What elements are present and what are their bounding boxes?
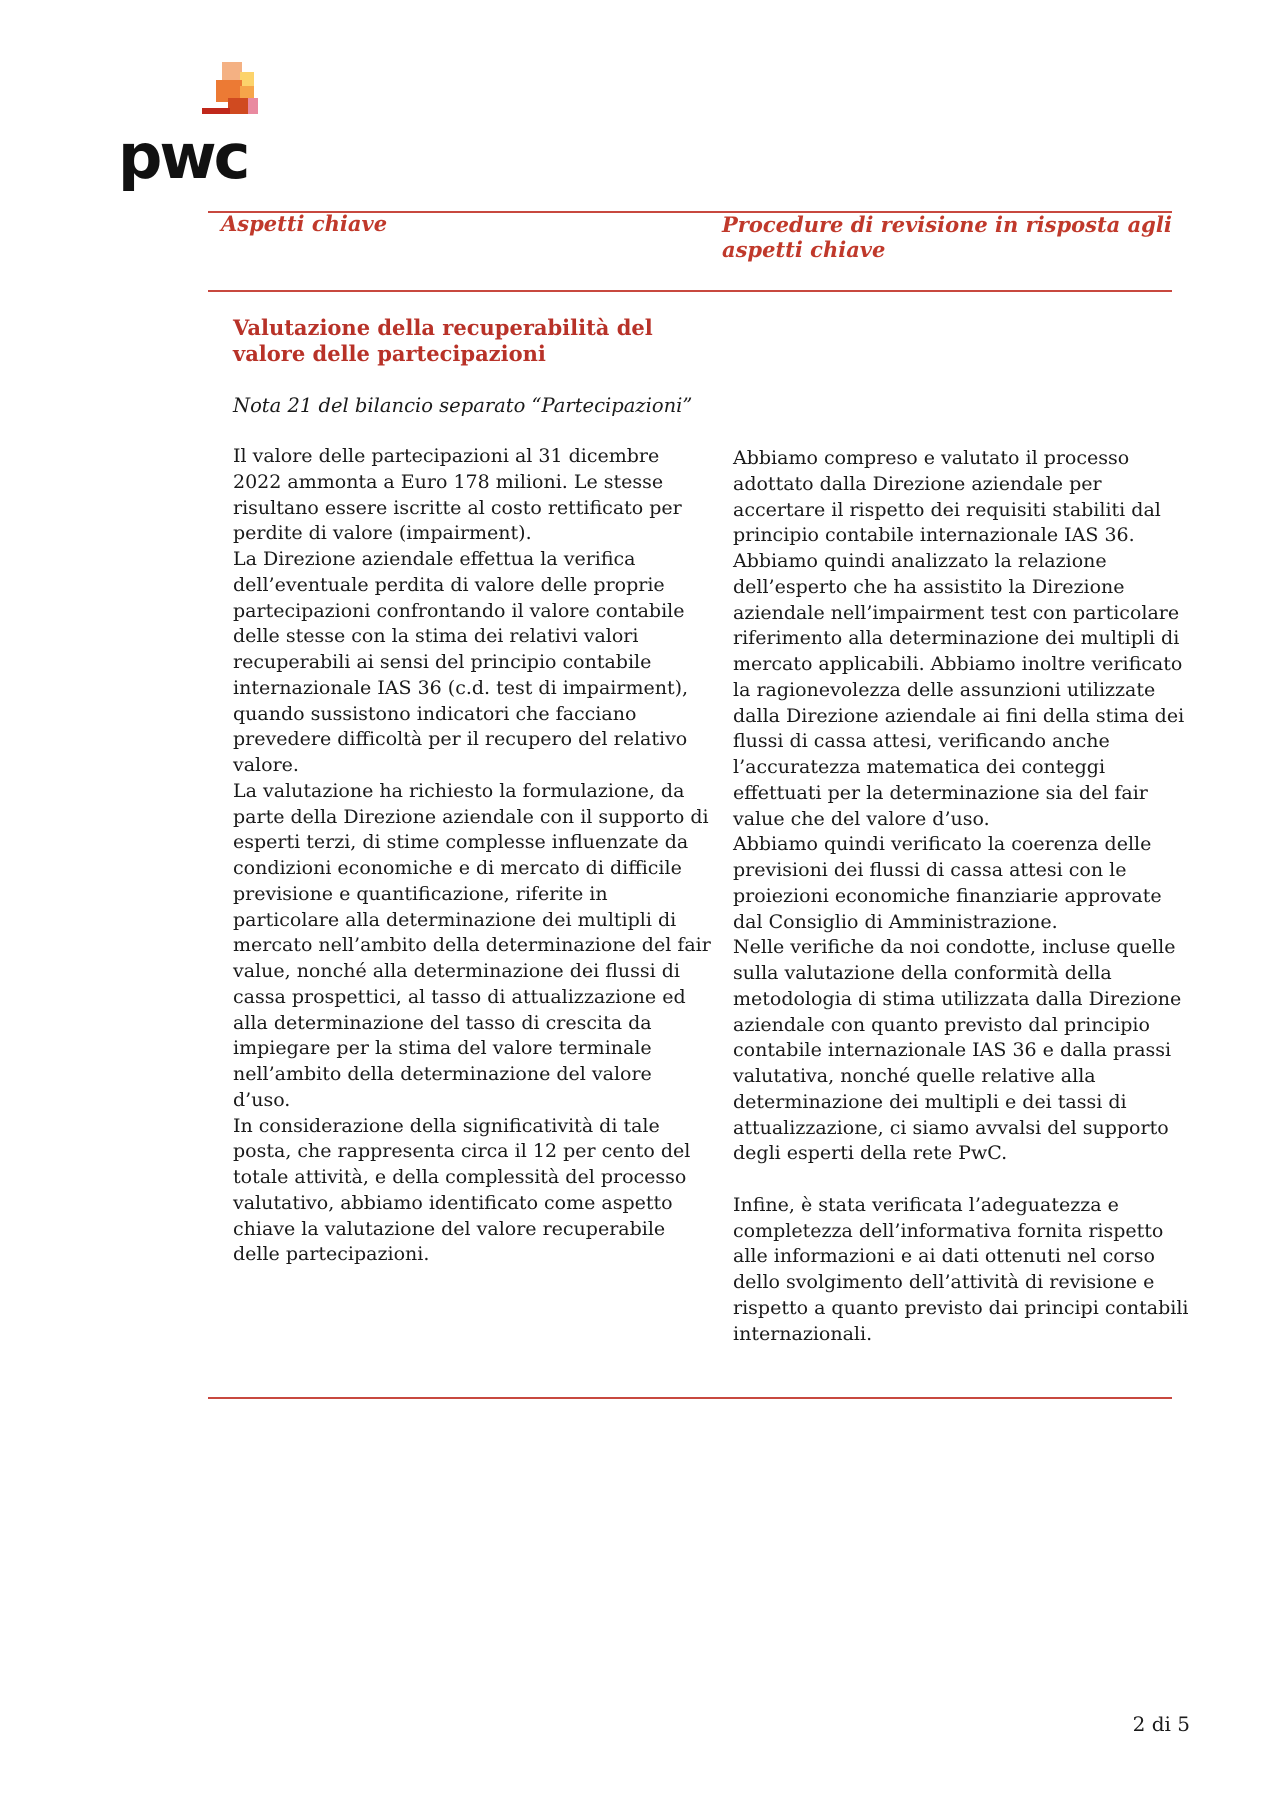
note-reference: Nota 21 del bilancio separato “Partecipazioni” — [233, 394, 693, 417]
audit-procedures-paragraph: Nelle verifiche da noi condotte, incluse quelle sulla valutazione della conformità della metodologia di stima utilizzata dalla Direzione aziendale con quanto previsto dal principio contabile internazionale IAS 36 e dalla prassi valutativa, nonché quelle relative alla determinazione dei multipli e dei tassi di attualizzazione, ci siamo avvalsi del supporto degli esperti della rete PwC. — [733, 936, 1182, 1165]
key-aspects-column — [233, 444, 713, 1268]
pwc-wordmark: pwc — [118, 120, 248, 193]
key-aspects-paragraph: La Direzione aziendale effettua la verifica dell’eventuale perdita di valore delle proprie partecipazioni confrontando il valore contabile delle stesse con la stima dei relativi valori recuperabili ai sensi del principio contabile internazionale IAS 36 (c.d. test di impairment), quando sussistono indicatori che facciano prevedere difficoltà per il recupero del relativo valore. — [233, 548, 689, 776]
column-heading-key-aspects: Aspetti chiave — [221, 211, 388, 236]
audit-procedures-paragraph: Abbiamo compreso e valutato il processo adottato dalla Direzione aziendale per accertare il rispetto dei requisiti stabiliti dal principio contabile internazionale IAS 36. — [733, 447, 1161, 547]
section-title: Valutazione della recuperabilità del valore delle partecipazioni — [233, 315, 653, 366]
page-number: 2 di 5 — [1132, 1712, 1190, 1736]
audit-procedures-paragraph: Abbiamo quindi analizzato la relazione dell’esperto che ha assistito la Direzione aziendale nell’impairment test con particolare riferimento alla determinazione dei multipli di mercato applicabili. Abbiamo inoltre verificato la ragionevolezza delle assunzioni utilizzate dalla Direzione aziendale ai fini della stima dei flussi di cassa attesi, verificando anche l’accuratezza matematica dei conteggi effettuati per la determinazione sia del fair value che del valore d’uso. — [733, 550, 1185, 830]
pwc-logo — [118, 58, 288, 193]
header-bottom-rule — [208, 290, 1172, 292]
audit-procedures-paragraph: Abbiamo quindi verificato la coerenza delle previsioni dei flussi di cassa attesi con le proiezioni economiche finanziarie approvate dal Consiglio di Amministrazione. — [733, 833, 1162, 933]
key-aspects-paragraph: In considerazione della significatività di tale posta, che rappresenta circa il 12 per cento del totale attività, e della complessità del processo valutativo, abbiamo identificato come aspetto chiave la valutazione del valore recuperabile delle partecipazioni. — [233, 1114, 691, 1266]
table-bottom-rule — [208, 1397, 1172, 1399]
audit-procedures-paragraph: Infine, è stata verificata l’adeguatezza e completezza dell’informativa fornita rispetto alle informazioni e ai dati ottenuti nel corso dello svolgimento dell’attività di revisione e rispetto a quanto previsto dai principi contabili internazionali. — [733, 1193, 1189, 1345]
column-heading-audit-procedures: Procedure di revisione in risposta agli aspetti chiave — [722, 212, 1172, 262]
key-aspects-paragraph: La valutazione ha richiesto la formulazione, da parte della Direzione aziendale con il supporto di esperti terzi, di stime complesse influenzate da condizioni economiche e di mercato di difficile previsione e quantificazione, riferite in particolare alla determinazione dei multipli di mercato nell’ambito della determinazione del fair value, nonché alla determinazione dei flussi di cassa prospettici, al tasso di attualizzazione ed alla determinazione del tasso di crescita da impiegare per la stima del valore terminale nell’ambito della determinazione del valore d’uso. — [233, 779, 711, 1111]
key-aspects-paragraph: Il valore delle partecipazioni al 31 dicembre 2022 ammonta a Euro 178 milioni. Le stesse risultano essere iscritte al costo rettificato per perdite di valore (impairment). — [233, 445, 682, 545]
audit-procedures-column — [733, 446, 1193, 1347]
